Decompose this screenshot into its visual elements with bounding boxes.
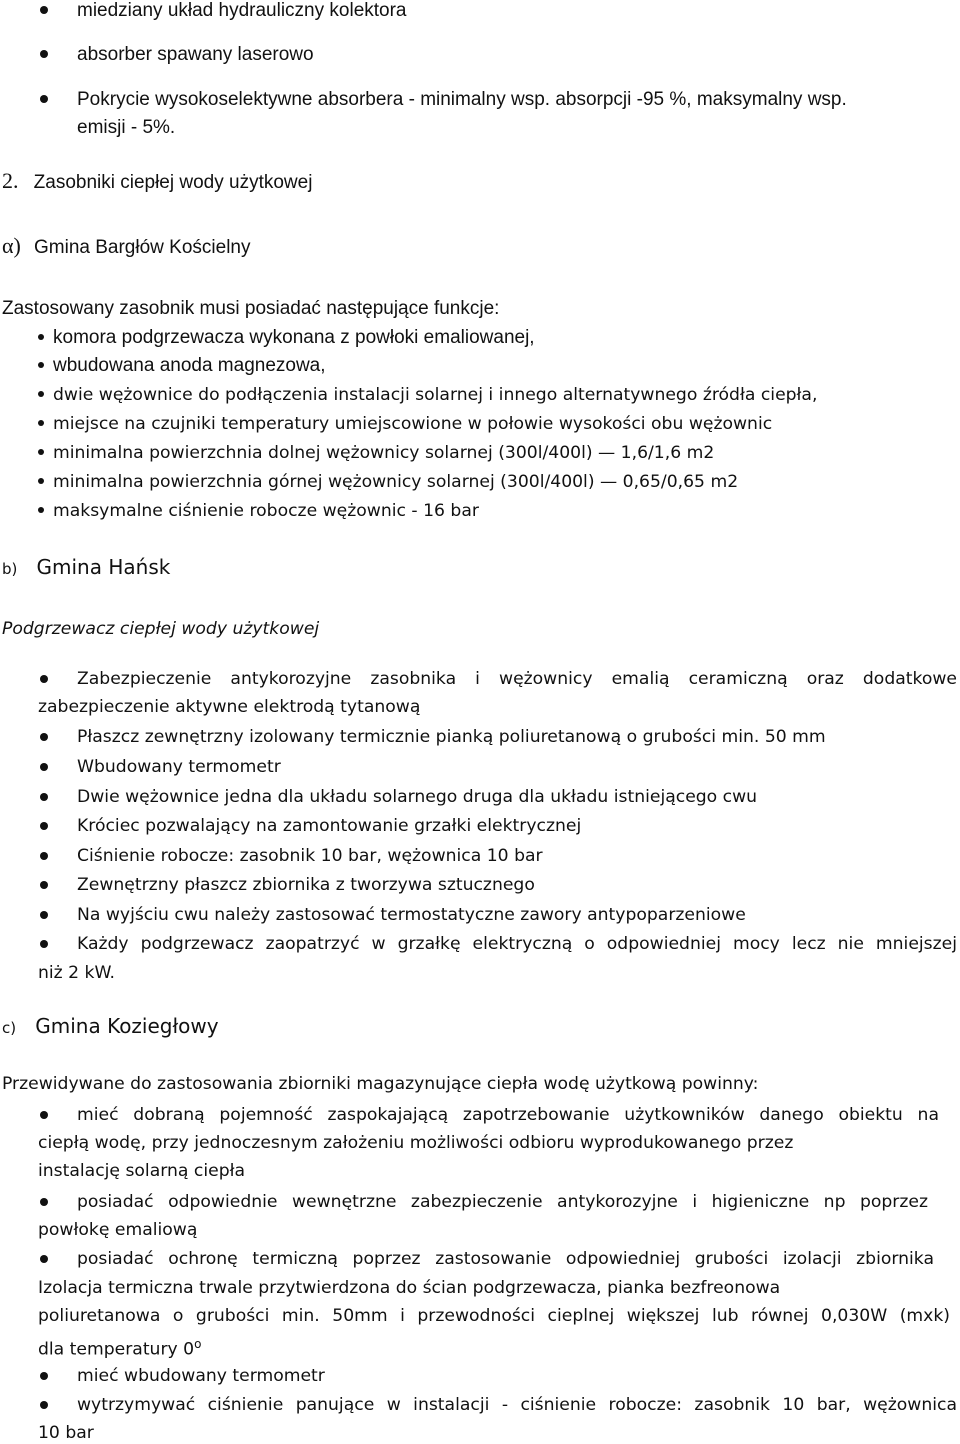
list-item: Zewnętrzny płaszcz zbiornika z tworzywa sztucznego — [77, 875, 535, 895]
list-item-continuation — [38, 1333, 201, 1361]
bullet-dot-icon — [38, 449, 44, 455]
list-item: absorber spawany laserowo — [77, 44, 314, 65]
subsection-title: Gmina Bargłów Kościelny — [34, 237, 251, 258]
bullet-dot-icon — [40, 50, 48, 58]
list-item: Pokrycie wysokoselektywne absorbera - minimalny wsp. absorpcji -95 %, maksymalny wsp. — [77, 89, 847, 110]
temperature-text: dla temperatury 0 — [38, 1339, 195, 1360]
list-item-continuation: powłokę emaliową — [38, 1220, 198, 1240]
list-item: Płaszcz zewnętrzny izolowany termicznie pianką poliuretanową o grubości min. 50 mm — [77, 727, 826, 747]
degree-superscript: o — [194, 1337, 202, 1351]
list-item: maksymalne ciśnienie robocze wężownic - 16 bar — [53, 501, 479, 521]
bullet-dot-icon — [38, 420, 44, 426]
bullet-dot-icon — [40, 1401, 48, 1409]
bullet-dot-icon — [40, 763, 48, 771]
paragraph-intro: Przewidywane do zastosowania zbiorniki magazynujące ciepła wodę użytkową powinny: — [2, 1074, 759, 1094]
list-item: posiadać ochronę termiczną poprzez zastosowanie odpowiedniej grubości izolacji zbiornika — [77, 1249, 934, 1269]
bullet-dot-icon — [40, 940, 48, 948]
bullet-dot-icon — [40, 793, 48, 801]
section-title: Zasobniki ciepłej wody użytkowej — [33, 172, 313, 193]
list-item: posiadać odpowiednie wewnętrzne zabezpieczenie antykorozyjne i higieniczne np poprzez — [77, 1192, 928, 1212]
bullet-dot-icon — [40, 1111, 48, 1119]
bullet-dot-icon — [40, 881, 48, 889]
subsection-heading-b — [2, 556, 170, 580]
bullet-dot-icon — [38, 391, 44, 397]
list-item: komora podgrzewacza wykonana z powłoki emaliowanej, — [53, 327, 535, 348]
list-item: Ciśnienie robocze: zasobnik 10 bar, wężownica 10 bar — [77, 846, 543, 866]
subsection-subtitle: Podgrzewacz ciepłej wody użytkowej — [2, 619, 320, 639]
list-item: Wbudowany termometr — [77, 757, 281, 777]
list-item-continuation: ciepłą wodę, przy jednoczesnym założeniu możliwości odbioru wyprodukowanego przez — [38, 1133, 794, 1153]
subsection-heading-a — [2, 235, 250, 259]
bullet-dot-icon — [40, 675, 48, 683]
list-item: dwie wężownice do podłączenia instalacji solarnej i innego alternatywnego źródła ciepła, — [53, 385, 818, 405]
section-heading — [2, 170, 312, 194]
list-item-continuation: Izolacja termiczna trwale przytwierdzona do ścian podgrzewacza, pianka bezfreonowa — [38, 1278, 781, 1298]
bullet-dot-icon — [40, 852, 48, 860]
bullet-dot-icon — [40, 733, 48, 741]
subsection-heading-c — [2, 1015, 219, 1039]
list-item: miedziany układ hydrauliczny kolektora — [77, 0, 407, 21]
bullet-dot-icon — [40, 95, 48, 103]
list-item: Na wyjściu cwu należy zastosować termostatyczne zawory antypoparzeniowe — [77, 905, 746, 925]
list-item-continuation: poliuretanowa o grubości min. 50mm i przewodności cieplnej większej lub równej 0,030W (mxk) — [38, 1306, 950, 1326]
bullet-dot-icon — [40, 822, 48, 830]
bullet-dot-icon — [40, 1198, 48, 1206]
list-item: minimalna powierzchnia górnej wężownicy solarnej (300l/400l) — 0,65/0,65 m2 — [53, 472, 739, 492]
list-item-continuation: emisji - 5%. — [77, 117, 176, 138]
bullet-dot-icon — [40, 911, 48, 919]
list-item-continuation: instalację solarną ciepła — [38, 1161, 246, 1181]
list-item-continuation: 10 bar — [38, 1423, 94, 1443]
paragraph-intro: Zastosowany zasobnik musi posiadać następujące funkcje: — [2, 298, 500, 319]
subsection-title: Gmina Koziegłowy — [35, 1014, 219, 1038]
list-item: miejsce na czujniki temperatury umiejscowione w połowie wysokości obu wężownic — [53, 414, 773, 434]
subsection-marker: b) — [2, 560, 18, 578]
section-number: 2. — [2, 168, 19, 193]
list-item: Króciec pozwalający na zamontowanie grzałki elektrycznej — [77, 816, 582, 836]
bullet-dot-icon — [40, 6, 48, 14]
list-item: Zabezpieczenie antykorozyjne zasobnika i wężownicy emalią ceramiczną oraz dodatkowe — [77, 669, 957, 689]
list-item: wbudowana anoda magnezowa, — [53, 355, 326, 376]
bullet-dot-icon — [38, 334, 44, 340]
bullet-dot-icon — [38, 362, 44, 368]
list-item-continuation: niż 2 kW. — [38, 963, 115, 983]
list-item: Dwie wężownice jedna dla układu solarnego druga dla układu istniejącego cwu — [77, 787, 758, 807]
list-item-continuation: zabezpieczenie aktywne elektrodą tytanową — [38, 697, 421, 717]
subsection-title: Gmina Hańsk — [36, 555, 171, 579]
bullet-dot-icon — [40, 1255, 48, 1263]
list-item: mieć dobraną pojemność zaspokajającą zapotrzebowanie użytkowników danego obiektu na — [77, 1105, 939, 1125]
list-item: wytrzymywać ciśnienie panujące w instalacji - ciśnienie robocze: zasobnik 10 bar, wężownica — [77, 1395, 957, 1415]
list-item: minimalna powierzchnia dolnej wężownicy solarnej (300l/400l) — 1,6/1,6 m2 — [53, 443, 715, 463]
list-item: mieć wbudowany termometr — [77, 1366, 325, 1386]
list-item: Każdy podgrzewacz zaopatrzyć w grzałkę elektryczną o odpowiedniej mocy lecz nie mniejszej — [77, 934, 957, 954]
bullet-dot-icon — [38, 478, 44, 484]
bullet-dot-icon — [38, 507, 44, 513]
subsection-marker: α) — [2, 233, 21, 258]
bullet-dot-icon — [40, 1372, 48, 1380]
subsection-marker: c) — [2, 1019, 17, 1037]
